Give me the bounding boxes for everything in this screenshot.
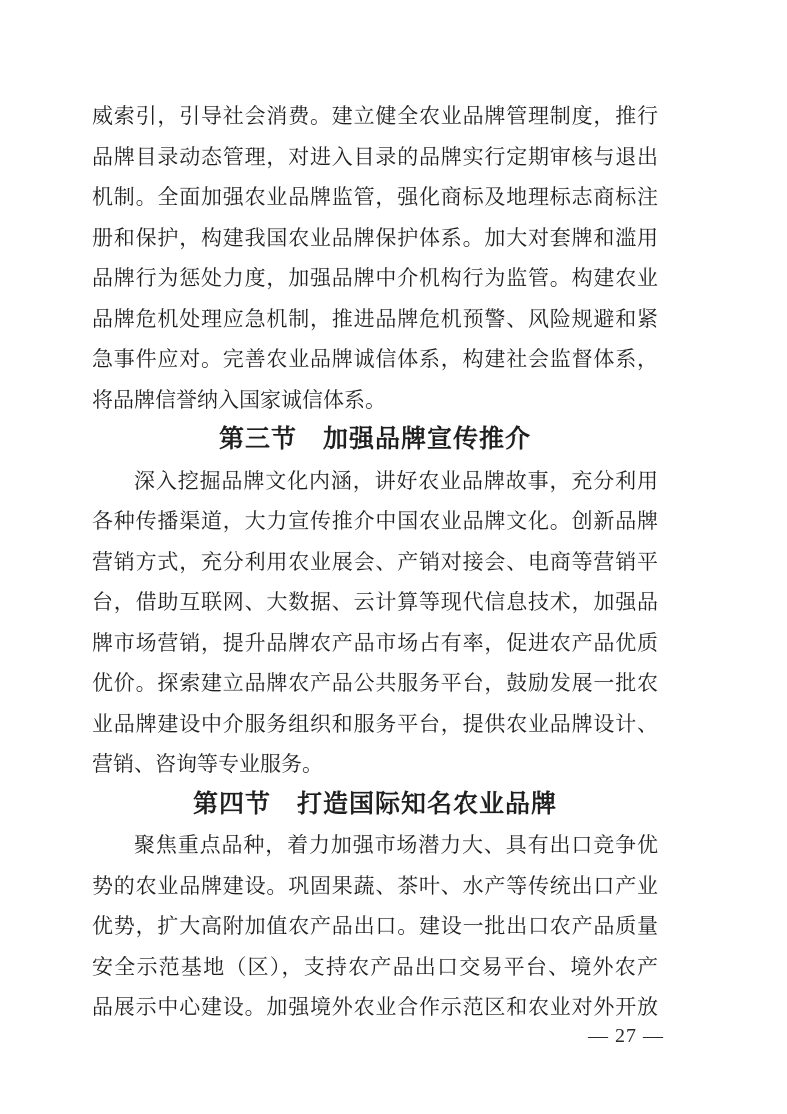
body-line: 牌市场营销，提升品牌农产品市场占有率，促进农产品优质 (92, 630, 658, 655)
body-line: 深入挖掘品牌文化内涵，讲好农业品牌故事，充分利用 (134, 468, 658, 493)
body-line: 业品牌建设中介服务组织和服务平台，提供农业品牌设计、 (92, 711, 658, 736)
page-number: — 27 — (588, 1025, 664, 1047)
body-line: 威索引，引导社会消费。建立健全农业品牌管理制度，推行 (92, 104, 658, 128)
body-line: 台，借助互联网、大数据、云计算等现代信息技术，加强品 (92, 590, 658, 614)
section-3-heading: 第三节 加强品牌宣传推介 (218, 426, 531, 453)
body-line: 营销、咨询等专业服务。 (92, 752, 323, 776)
body-line: 品牌危机处理应急机制，推进品牌危机预警、风险规避和紧 (92, 306, 658, 331)
body-line: 品牌目录动态管理，对进入目录的品牌实行定期审核与退出 (92, 144, 658, 169)
body-line: 品展示中心建设。加强境外农业合作示范区和农业对外开放 (92, 995, 658, 1019)
body-line: 品牌行为惩处力度，加强品牌中介机构行为监管。构建农业 (92, 266, 658, 290)
body-line: 优价。探索建立品牌农产品公共服务平台，鼓励发展一批农 (92, 671, 658, 695)
body-line: 聚焦重点品种，着力加强市场潜力大、具有出口竞争优 (134, 833, 658, 857)
body-line: 势的农业品牌建设。巩固果蔬、茶叶、水产等传统出口产业 (92, 873, 658, 898)
body-line: 营销方式，充分利用农业展会、产销对接会、电商等营销平 (92, 549, 658, 574)
body-line: 急事件应对。完善农业品牌诚信体系，构建社会监督体系， (92, 347, 658, 371)
body-line: 优势，扩大高附加值农产品出口。建设一批出口农产品质量 (92, 914, 658, 938)
body-line: 机制。全面加强农业品牌监管，强化商标及地理标志商标注 (92, 185, 658, 209)
body-line: 安全示范基地（区），支持农产品出口交易平台、境外农产 (92, 954, 658, 979)
body-line: 册和保护，构建我国农业品牌保护体系。加大对套牌和滥用 (92, 225, 658, 250)
document-body (92, 96, 658, 1028)
body-line: 将品牌信誉纳入国家诚信体系。 (92, 387, 386, 412)
body-line: 各种传播渠道，大力宣传推介中国农业品牌文化。创新品牌 (92, 509, 658, 533)
section-4-heading: 第四节 打造国际知名农业品牌 (192, 790, 557, 818)
